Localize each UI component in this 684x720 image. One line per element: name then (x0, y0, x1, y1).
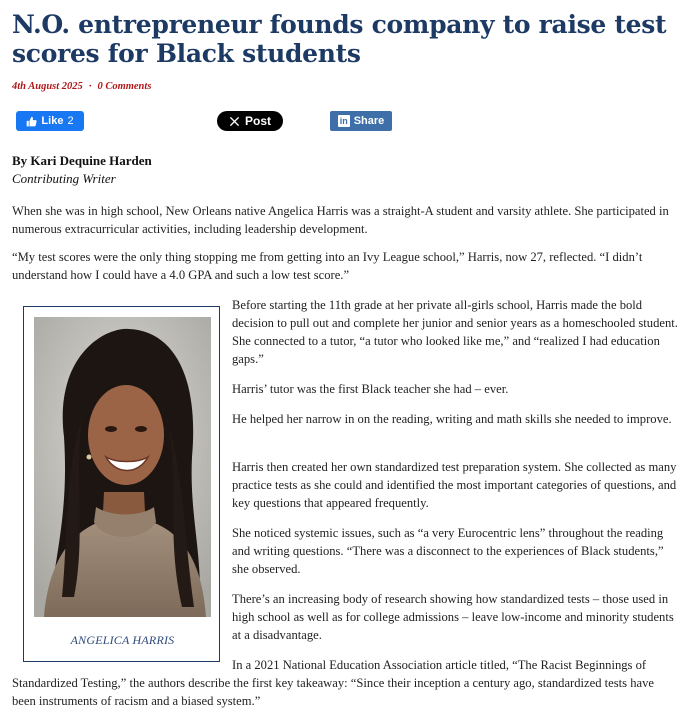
article-paragraph: She noticed systemic issues, such as “a very Eurocentric lens” throughout the reading and writing questions. “There was a disconnect to the experiences of Black students,” she observed. (232, 526, 664, 576)
share-bar (0, 111, 684, 131)
article-paragraph: When she was in high school, New Orleans native Angelica Harris was a straight-A student and varsity athlete. She participated in numerous extracurricular activities, including leadership development. (12, 204, 669, 236)
linkedin-share-button[interactable] (330, 111, 392, 131)
x-post-button[interactable] (217, 111, 283, 131)
author-byline: By Kari Dequine Harden (12, 153, 152, 168)
article-paragraph: Harris’ tutor was the first Black teacher she had – ever. (232, 382, 509, 396)
figure-caption: ANGELICA HARRIS (70, 633, 175, 647)
linkedin-share-label: Share (353, 115, 385, 127)
article-figure (23, 306, 220, 662)
article-paragraph: Before starting the 11th grade at her private all-girls school, Harris made the bold decision to pull out and complete her junior and senior years as a homeschooled student. She connected to a tutor, “a tutor who looked like me,” and “realized I had education gaps.” (232, 298, 678, 366)
article-paragraph: Harris then created her own standardized test preparation system. She collected as many practice tests as she could and identified the most important categories of questions, and key questions that appeared frequently. (232, 460, 677, 510)
article-date: 4th August 2025 (12, 81, 83, 92)
facebook-like-label: Like (41, 115, 64, 127)
portrait-photo (34, 317, 211, 617)
meta-separator: · (88, 81, 92, 92)
x-post-label: Post (244, 114, 271, 128)
article-paragraph: “My test scores were the only thing stopping me from getting into an Ivy League school,” Harris, now 27, reflected. “I didn’t understand how I could have a 4.0 GPA and such a low test score.” (12, 250, 643, 282)
linkedin-logo-icon: in (339, 116, 348, 126)
article-paragraph: In a 2021 National Education Association article titled, “The Racist Beginnings of Standardized Testing,” the authors describe the first key takeaway: “Since their inception a century ago, standardized tests have been instruments of racism and a biased system.” (12, 658, 654, 708)
facebook-like-button[interactable] (16, 111, 84, 131)
article-paragraph: He helped her narrow in on the reading, writing and math skills she needed to improve. (232, 412, 672, 426)
article-title: N.O. entrepreneur founds company to raise test scores for Black students (12, 10, 667, 68)
thumbs-up-icon (26, 116, 37, 127)
article-meta (12, 81, 151, 92)
article-paragraph: There’s an increasing body of research showing how standardized tests – those used in high school as well as for college admissions – leave low-income and minority students at a disadvantage. (232, 592, 674, 642)
x-logo-icon (229, 116, 240, 127)
author-role: Contributing Writer (12, 171, 116, 186)
facebook-like-count: 2 (67, 115, 74, 127)
comments-link[interactable]: 0 Comments (97, 81, 152, 92)
